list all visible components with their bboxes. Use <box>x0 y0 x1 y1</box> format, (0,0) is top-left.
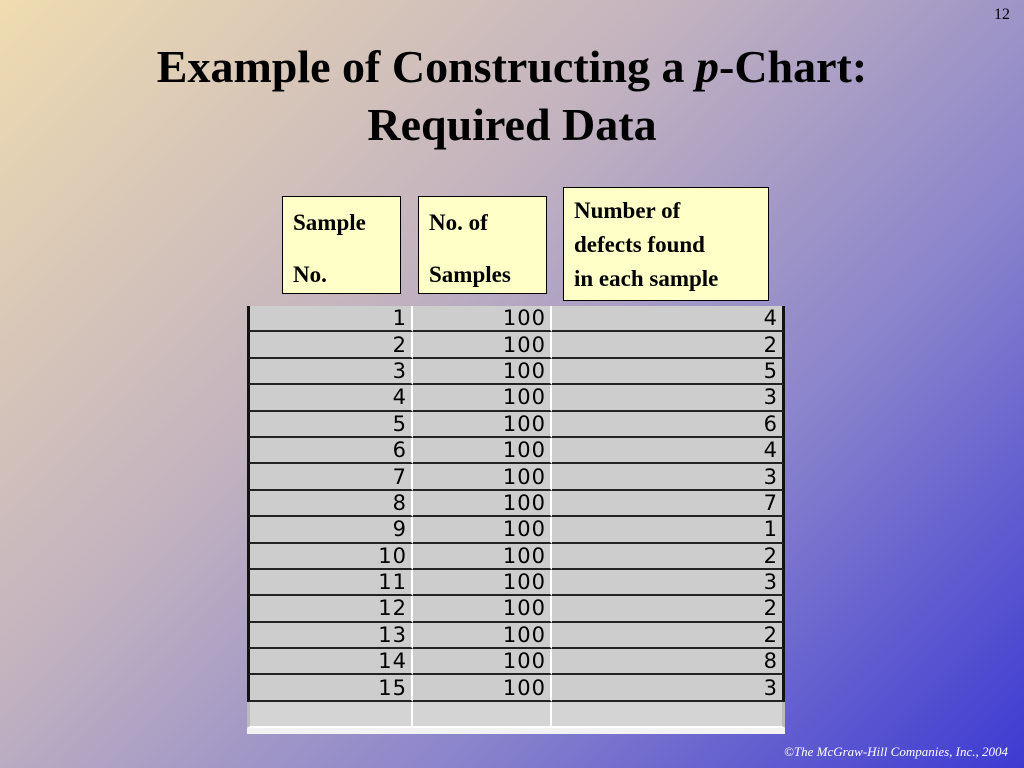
table-row <box>247 570 785 596</box>
table-row <box>247 385 785 411</box>
cell-sample-no[interactable]: 5 <box>247 412 413 438</box>
cell-no-of-samples[interactable]: 100 <box>413 385 552 411</box>
cell-sample-no[interactable]: 4 <box>247 385 413 411</box>
cell-defects[interactable]: 3 <box>552 570 785 596</box>
cell-sample-no[interactable]: 15 <box>247 675 413 701</box>
label-defects-line: in each sample <box>574 266 719 291</box>
title-line-1 <box>0 38 1024 96</box>
cell-defects[interactable]: 2 <box>552 596 785 622</box>
table-row <box>247 332 785 358</box>
label-defects-line: Number of <box>574 198 681 223</box>
table-row <box>247 359 785 385</box>
cell-defects[interactable]: 3 <box>552 675 785 701</box>
cell-no-of-samples[interactable]: 100 <box>413 412 552 438</box>
cell-defects[interactable]: 7 <box>552 491 785 517</box>
cell-defects[interactable]: 5 <box>552 359 785 385</box>
cell-sample-no[interactable]: 1 <box>247 306 413 332</box>
table-row <box>247 438 785 464</box>
table-row <box>247 464 785 490</box>
data-grid <box>247 306 785 734</box>
table-row <box>247 306 785 332</box>
cell-no-of-samples[interactable]: 100 <box>413 332 552 358</box>
cell-sample-no[interactable]: 2 <box>247 332 413 358</box>
cell-defects[interactable]: 2 <box>552 544 785 570</box>
cell-empty[interactable] <box>552 702 785 728</box>
cell-defects[interactable]: 8 <box>552 649 785 675</box>
label-sample-no-line: Sample <box>293 210 366 235</box>
cell-no-of-samples[interactable]: 100 <box>413 517 552 543</box>
cell-sample-no[interactable]: 13 <box>247 623 413 649</box>
label-sample-no <box>282 196 401 294</box>
copyright-footer: ©The McGraw-Hill Companies, Inc., 2004 <box>784 744 1008 759</box>
label-no-of-samples <box>418 196 547 294</box>
label-no-of-samples-line: No. of <box>429 210 488 235</box>
table-body <box>247 306 785 728</box>
data-table <box>247 306 785 728</box>
slide-title <box>0 38 1024 154</box>
cell-empty[interactable] <box>413 702 552 728</box>
table-row <box>247 596 785 622</box>
title-line-2: Required Data <box>367 99 657 150</box>
label-defects-line: defects found <box>574 232 705 257</box>
cell-no-of-samples[interactable]: 100 <box>413 306 552 332</box>
cell-defects[interactable]: 4 <box>552 438 785 464</box>
slide-number: 12 <box>994 6 1010 23</box>
cell-sample-no[interactable]: 6 <box>247 438 413 464</box>
cell-no-of-samples[interactable]: 100 <box>413 438 552 464</box>
cell-empty[interactable] <box>247 702 413 728</box>
table-row <box>247 544 785 570</box>
cell-defects[interactable]: 3 <box>552 385 785 411</box>
cell-no-of-samples[interactable]: 100 <box>413 623 552 649</box>
cell-defects[interactable]: 1 <box>552 517 785 543</box>
table-row <box>247 491 785 517</box>
cell-no-of-samples[interactable]: 100 <box>413 649 552 675</box>
label-no-of-samples-line: Samples <box>429 262 511 287</box>
cell-no-of-samples[interactable]: 100 <box>413 359 552 385</box>
cell-sample-no[interactable]: 12 <box>247 596 413 622</box>
label-sample-no-line: No. <box>293 262 327 287</box>
table-row <box>247 649 785 675</box>
title-prefix: Example of Constructing a <box>156 41 697 92</box>
table-row-empty <box>247 702 785 728</box>
cell-defects[interactable]: 6 <box>552 412 785 438</box>
cell-defects[interactable]: 4 <box>552 306 785 332</box>
cell-sample-no[interactable]: 11 <box>247 570 413 596</box>
cell-sample-no[interactable]: 7 <box>247 464 413 490</box>
cell-sample-no[interactable]: 14 <box>247 649 413 675</box>
cell-sample-no[interactable]: 3 <box>247 359 413 385</box>
cell-no-of-samples[interactable]: 100 <box>413 570 552 596</box>
cell-no-of-samples[interactable]: 100 <box>413 544 552 570</box>
cell-no-of-samples[interactable]: 100 <box>413 464 552 490</box>
table-row <box>247 675 785 701</box>
table-row <box>247 412 785 438</box>
table-row <box>247 517 785 543</box>
table-row <box>247 623 785 649</box>
cell-defects[interactable]: 2 <box>552 332 785 358</box>
cell-defects[interactable]: 3 <box>552 464 785 490</box>
title-suffix: -Chart: <box>719 41 868 92</box>
cell-sample-no[interactable]: 9 <box>247 517 413 543</box>
cell-sample-no[interactable]: 10 <box>247 544 413 570</box>
cell-defects[interactable]: 2 <box>552 623 785 649</box>
cell-sample-no[interactable]: 8 <box>247 491 413 517</box>
cell-no-of-samples[interactable]: 100 <box>413 675 552 701</box>
label-defects <box>563 187 769 301</box>
cell-no-of-samples[interactable]: 100 <box>413 596 552 622</box>
cell-no-of-samples[interactable]: 100 <box>413 491 552 517</box>
title-italic-p: p <box>696 41 720 92</box>
